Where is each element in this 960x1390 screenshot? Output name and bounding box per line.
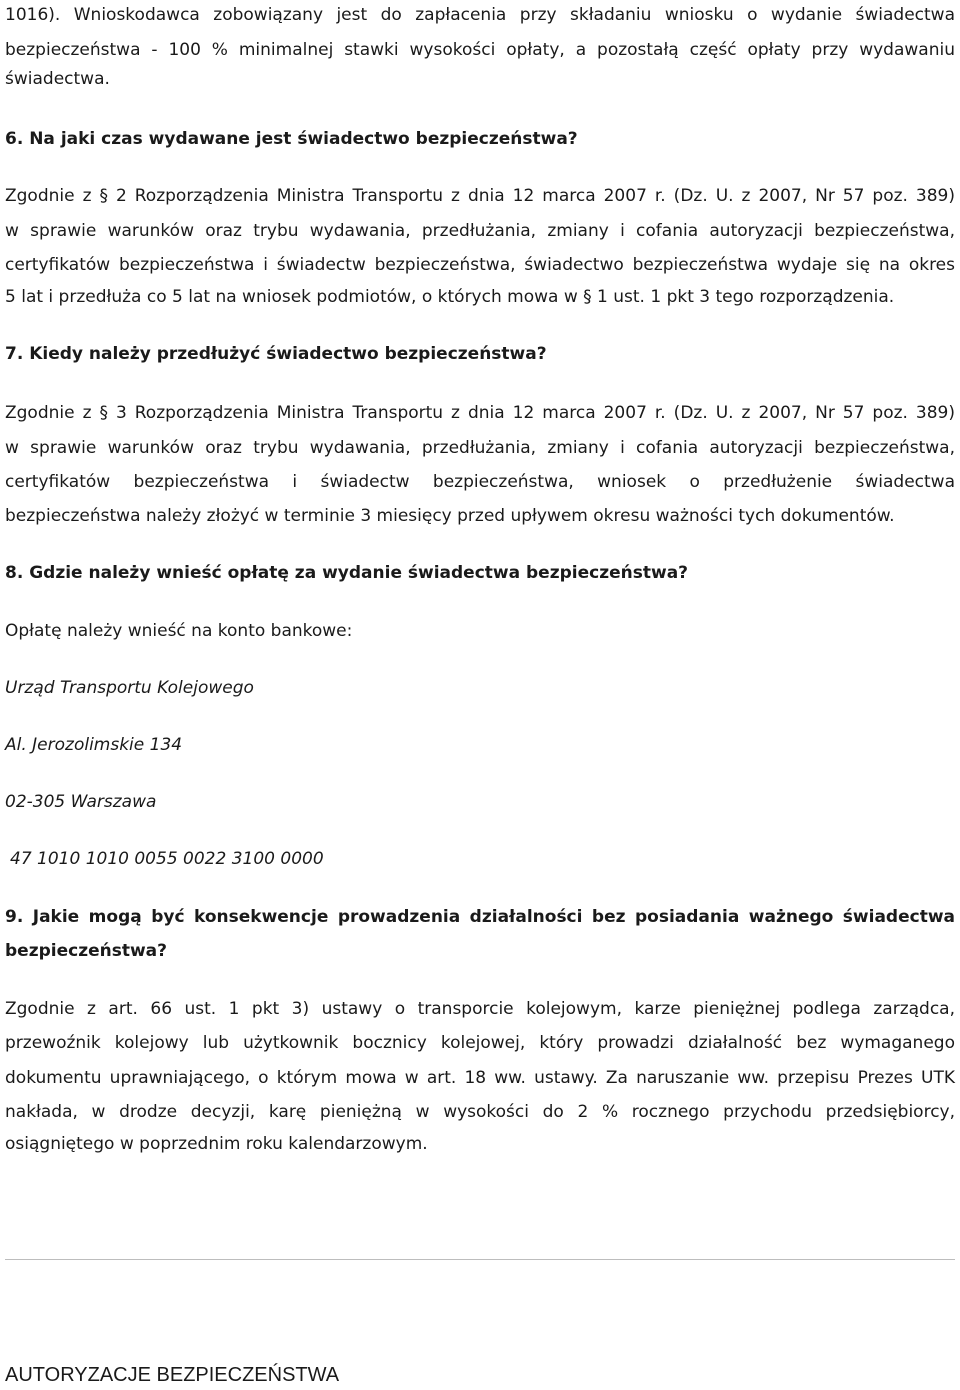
intro-line-1: 1016). Wnioskodawca zobowiązany jest do zapłacenia przy składaniu wniosku o wydanie świadectwa	[5, 5, 955, 25]
q9-line-4: nakłada, w drodze decyzji, karę pieniężną w wysokości do 2 % rocznego przychodu przedsiębiorcy,	[5, 1102, 955, 1122]
q7-line-4: bezpieczeństwa należy złożyć w terminie 3 miesięcy przed upływem okresu ważności tych dokumentów.	[5, 506, 895, 526]
q6-line-3: certyfikatów bezpieczeństwa i świadectw bezpieczeństwa, świadectwo bezpieczeństwa wydaje się na okres	[5, 255, 955, 275]
q6-line-1: Zgodnie z § 2 Rozporządzenia Ministra Transportu z dnia 12 marca 2007 r. (Dz. U. z 2007, Nr 57 poz. 389)	[5, 186, 955, 206]
q7-line-1: Zgodnie z § 3 Rozporządzenia Ministra Transportu z dnia 12 marca 2007 r. (Dz. U. z 2007, Nr 57 poz. 389)	[5, 403, 955, 423]
footer-title: AUTORYZACJE BEZPIECZEŃSTWA	[5, 1364, 340, 1386]
q7-heading: 7. Kiedy należy przedłużyć świadectwo bezpieczeństwa?	[5, 344, 547, 364]
q9-line-1: Zgodnie z art. 66 ust. 1 pkt 3) ustawy o transporcie kolejowym, karze pieniężnej podlega zarządca,	[5, 999, 955, 1019]
q6-line-4: 5 lat i przedłuża co 5 lat na wniosek podmiotów, o których mowa w § 1 ust. 1 pkt 3 tego rozporządzenia.	[5, 287, 895, 307]
q8-account-number: 47 1010 1010 0055 0022 3100 0000	[10, 849, 324, 869]
q7-line-2: w sprawie warunków oraz trybu wydawania, przedłużania, zmiany i cofania autoryzacji bezpieczeństwa,	[5, 438, 955, 458]
q8-city: 02-305 Warszawa	[5, 792, 157, 812]
q8-recipient: Urząd Transportu Kolejowego	[5, 678, 254, 698]
q9-heading-line-1: 9. Jakie mogą być konsekwencje prowadzenia działalności bez posiadania ważnego świadectwa	[5, 907, 955, 927]
intro-line-2: bezpieczeństwa - 100 % minimalnej stawki wysokości opłaty, a pozostałą część opłaty przy wydawaniu	[5, 40, 955, 60]
q6-heading: 6. Na jaki czas wydawane jest świadectwo bezpieczeństwa?	[5, 129, 578, 149]
footer-divider	[5, 1259, 955, 1260]
q9-line-5: osiągniętego w poprzednim roku kalendarzowym.	[5, 1134, 428, 1154]
q8-heading: 8. Gdzie należy wnieść opłatę za wydanie świadectwa bezpieczeństwa?	[5, 563, 689, 583]
q9-heading-line-2: bezpieczeństwa?	[5, 941, 168, 961]
q7-line-3: certyfikatów bezpieczeństwa i świadectw bezpieczeństwa, wniosek o przedłużenie świadectwa	[5, 472, 955, 492]
q9-line-2: przewoźnik kolejowy lub użytkownik bocznicy kolejowej, który prowadzi działalność bez wymaganego	[5, 1033, 955, 1053]
q6-line-2: w sprawie warunków oraz trybu wydawania, przedłużania, zmiany i cofania autoryzacji bezpieczeństwa,	[5, 221, 955, 241]
q8-intro: Opłatę należy wnieść na konto bankowe:	[5, 621, 353, 641]
q9-line-3: dokumentu uprawniającego, o którym mowa w art. 18 ww. ustawy. Za naruszanie ww. przepisu Prezes UTK	[5, 1068, 955, 1088]
intro-line-3: świadectwa.	[5, 69, 110, 89]
q8-street: Al. Jerozolimskie 134	[5, 735, 183, 755]
